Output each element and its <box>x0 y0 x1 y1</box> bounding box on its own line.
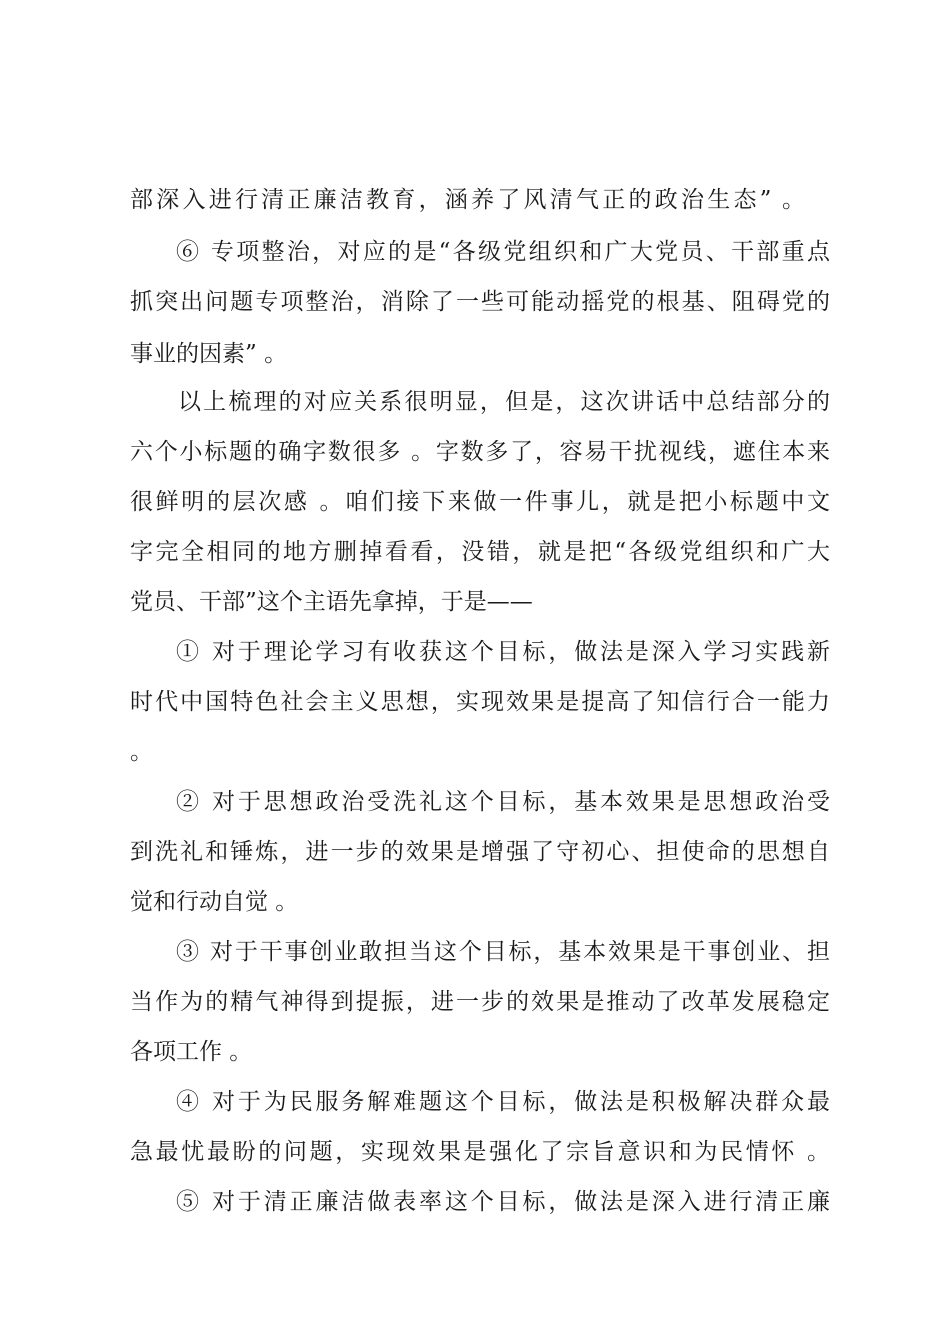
text-line <box>0 432 950 472</box>
text-line <box>0 882 950 922</box>
text-line <box>0 334 950 374</box>
text-line-content: 当作为的精气神得到提振，进一步的效果是推动了改革发展稳定 <box>130 989 830 1015</box>
text-line-content: ② 对于思想政治受洗礼这个目标，基本效果是思想政治受 <box>176 789 830 815</box>
text-line-content: 事业的因素” 。 <box>130 341 288 367</box>
text-line-content: ④ 对于为民服务解难题这个目标，做法是积极解决群众最 <box>176 1089 830 1115</box>
text-line-content: ⑥ 专项整治，对应的是“各级党组织和广大党员、干部重点 <box>176 239 830 265</box>
text-line <box>0 832 950 872</box>
text-line <box>0 732 950 772</box>
text-line <box>0 532 950 572</box>
text-line-content: 时代中国特色社会主义思想，实现效果是提高了知信行合一能力 <box>130 689 830 715</box>
text-line <box>0 232 950 272</box>
text-line-content: 急最忧最盼的问题，实现效果是强化了宗旨意识和为民情怀 。 <box>130 1139 830 1165</box>
text-line <box>0 1182 950 1222</box>
text-line-content: 六个小标题的确字数很多 。字数多了，容易干扰视线，遮住本来 <box>130 439 830 465</box>
text-line <box>0 180 950 220</box>
text-line <box>0 632 950 672</box>
text-line <box>0 932 950 972</box>
text-line-content: 觉和行动自觉 。 <box>130 889 299 915</box>
text-line-content: 抓突出问题专项整治，消除了一些可能动摇党的根基、阻碍党的 <box>130 289 830 315</box>
text-line <box>0 1032 950 1072</box>
text-line <box>0 1132 950 1172</box>
text-line-content: 部深入进行清正廉洁教育，涵养了风清气正的政治生态” 。 <box>130 187 805 213</box>
text-line <box>0 1082 950 1122</box>
text-line <box>0 482 950 522</box>
text-line-content: ① 对于理论学习有收获这个目标，做法是深入学习实践新 <box>176 639 830 665</box>
text-line <box>0 582 950 622</box>
text-line-content: 字完全相同的地方删掉看看，没错，就是把“各级党组织和广大 <box>130 539 830 565</box>
text-line-content: 很鲜明的层次感 。咱们接下来做一件事儿，就是把小标题中文 <box>130 489 830 515</box>
text-line-content: ⑤ 对于清正廉洁做表率这个目标，做法是深入进行清正廉 <box>176 1189 830 1215</box>
text-line-content: 以上梳理的对应关系很明显，但是，这次讲话中总结部分的 <box>178 389 830 415</box>
text-line-content: 。 <box>130 739 153 765</box>
text-line-content: ③ 对于干事创业敢担当这个目标，基本效果是干事创业、担 <box>176 939 830 965</box>
text-line-content: 到洗礼和锤炼，进一步的效果是增强了守初心、担使命的思想自 <box>130 839 830 865</box>
text-line <box>0 682 950 722</box>
text-line-content: 各项工作 。 <box>130 1039 253 1065</box>
text-line <box>0 382 950 422</box>
text-line <box>0 982 950 1022</box>
text-line <box>0 282 950 322</box>
text-line-content: 党员、干部”这个主语先拿掉，于是—— <box>130 589 533 615</box>
text-line <box>0 782 950 822</box>
